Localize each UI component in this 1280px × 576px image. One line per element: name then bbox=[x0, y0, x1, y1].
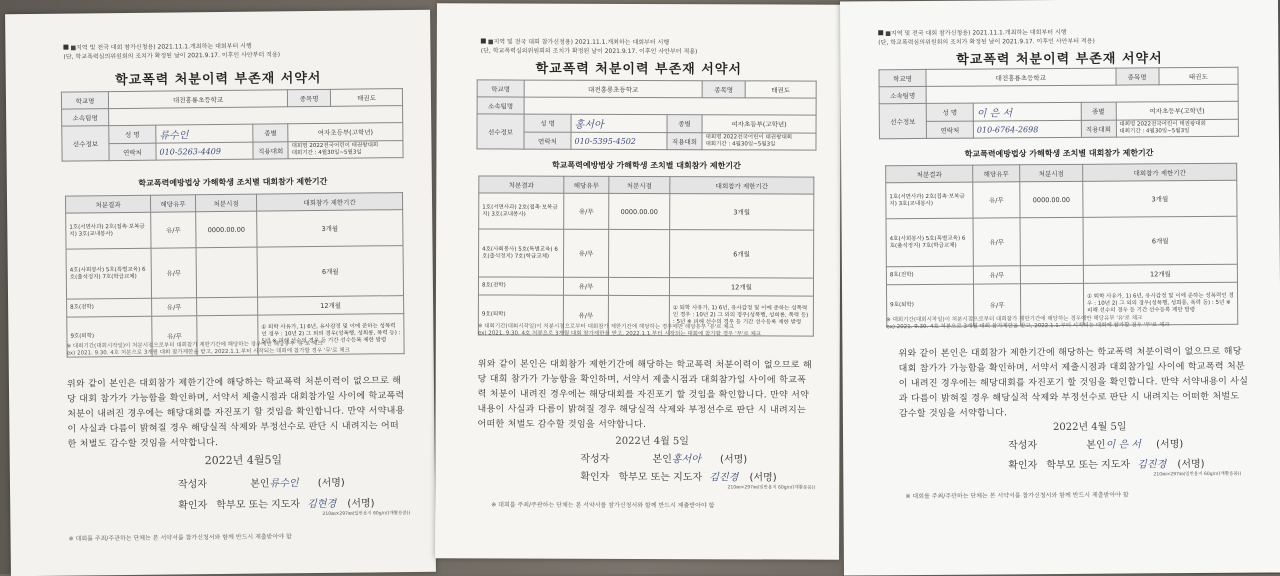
team-label: 소속팀명 bbox=[477, 97, 524, 114]
row-date-2 bbox=[1020, 217, 1083, 265]
row-result-1: 1호(서면사과) 2호(접촉·보복금지) 3호(교내봉사) bbox=[886, 182, 973, 219]
confirmer-line bbox=[1008, 455, 1204, 471]
document-title: 학교폭력 처분이력 부존재 서약서 bbox=[114, 70, 322, 89]
row-period-4: ① 퇴학 사유가, 1) 6년, 유사감정 및 이에 준하는 성폭력인 경우 : 10년 2) 그 외의 경우(성폭행, 성희롱, 폭력 등) : 5년 ※ 피해 선수의 경우 등 기간 선수등록 제한 발령 bbox=[1083, 282, 1237, 325]
principal-label: 본인 bbox=[1086, 439, 1106, 451]
principal-label: 본인 bbox=[250, 478, 270, 490]
category-value: 여자초등부(고학년) bbox=[702, 115, 816, 133]
footer-note: ※ 대회를 주최/주관하는 단체는 본 서약서를 참가신청서와 함께 반드시 제출받아야 함 bbox=[68, 533, 292, 543]
row-result-4: 9호(퇴학) bbox=[886, 284, 973, 327]
writer-line bbox=[580, 450, 747, 466]
restriction-table bbox=[885, 163, 1238, 327]
team-value bbox=[524, 97, 816, 115]
competition-name: 대회명 2022전국어린이 태권왕대회 bbox=[291, 142, 379, 150]
school-value: 대전홍룡초등학교 bbox=[524, 80, 702, 98]
team-label: 소속팀명 bbox=[62, 109, 109, 126]
table-note-line-1: ※ 대회기간(대회시작일)이 처분시점으로부터 대회참가 제한기간에 해당하는 경우에만 해당유무 '유'로 체크 bbox=[66, 340, 323, 350]
info-table bbox=[476, 79, 816, 150]
header-result: 처분결과 bbox=[886, 165, 973, 183]
event-value: 태권도 bbox=[331, 89, 403, 107]
competition-period: 대회기간 : 4월30일~5월3일 bbox=[291, 149, 362, 157]
table-note bbox=[67, 340, 407, 358]
writer-sign: (서명) bbox=[1156, 439, 1184, 451]
confirmer-label: 확인자 bbox=[178, 500, 208, 512]
paper-size: 210㎜×297㎜(일반용지 60g/㎡(재활용품)) bbox=[322, 511, 411, 517]
row-date-1: 0000.00.00 bbox=[1020, 181, 1083, 217]
athlete-name: 홍서아 bbox=[571, 114, 667, 132]
writer-label: 작성자 bbox=[580, 453, 610, 465]
restriction-table bbox=[478, 175, 815, 336]
name-label: 성 명 bbox=[109, 125, 156, 143]
school-label: 학교명 bbox=[61, 92, 108, 109]
written-date: 2022년 4월 5일 bbox=[615, 435, 689, 448]
header-applicable: 해당유무 bbox=[564, 176, 609, 193]
school-label: 학교명 bbox=[879, 69, 926, 86]
header-period: 대회참가 제한기간 bbox=[256, 193, 402, 212]
row-result-3: 8호(전학) bbox=[886, 266, 973, 285]
name-label: 성 명 bbox=[524, 114, 571, 132]
restriction-table-title: 학교폭력예방법상 가해학생 조치별 대회참가 제한기간 bbox=[964, 148, 1154, 159]
row-result-1: 1호(서면사과) 2호(접촉·보복금지) 3호(교내봉사) bbox=[66, 212, 151, 249]
competition-cell bbox=[288, 141, 403, 159]
writer-line bbox=[178, 474, 345, 491]
row-period-2: 6개월 bbox=[257, 246, 404, 298]
school-label: 학교명 bbox=[477, 80, 524, 97]
athlete-contact: 010-6764-2698 bbox=[973, 120, 1081, 138]
event-label: 종목명 bbox=[702, 81, 745, 98]
row-result-2: 4호(사회봉사) 5호(특별교육) 6호(출석정지) 7호(학급교체) bbox=[886, 218, 973, 267]
category-label: 종별 bbox=[667, 115, 702, 133]
info-table bbox=[61, 88, 404, 162]
confirmer-sign: (서명) bbox=[347, 498, 375, 510]
athlete-info-label: 선수정보 bbox=[62, 126, 109, 161]
name-label: 성 명 bbox=[926, 103, 973, 121]
team-label: 소속팀명 bbox=[879, 86, 926, 103]
document-title: 학교폭력 처분이력 부존재 서약서 bbox=[535, 61, 742, 78]
row-period-2: 6개월 bbox=[1083, 216, 1237, 265]
confirmer-role: 학부모 또는 지도자 bbox=[1046, 459, 1131, 472]
header-result: 처분결과 bbox=[479, 176, 564, 193]
table-note bbox=[478, 323, 814, 338]
pledge-sheet-2 bbox=[435, 3, 841, 559]
table-note bbox=[886, 315, 1238, 331]
row-date-3 bbox=[197, 297, 258, 316]
header-period: 대회참가 제한기간 bbox=[1083, 163, 1237, 181]
paper-size: 210㎜×297㎜(일반용지 60g/㎡(재활용품)) bbox=[1153, 471, 1242, 478]
header-applicable: 해당유무 bbox=[973, 165, 1020, 182]
paper-size: 210㎜×297㎜(일반용지 60g/㎡(재활용품)) bbox=[727, 485, 816, 491]
footer-note: ※ 대회를 주최/주관하는 단체는 본 서약서를 참가신청서와 함께 반드시 제출받아야 함 bbox=[491, 501, 715, 510]
row-check-3: 유/무 bbox=[973, 266, 1020, 284]
row-date-1: 0000.00.00 bbox=[196, 211, 257, 248]
row-check-2: 유/무 bbox=[151, 248, 197, 298]
confirmer-line bbox=[178, 494, 374, 511]
table-note-line-2: ex) 2021. 9.30. 4호 처분으로 3개월 대회 참가제한을 받고, 2022.1.1.부터 시작되는 대회에 참가할 경우 '무'로 체크 bbox=[886, 322, 1170, 331]
row-date-2 bbox=[609, 229, 670, 277]
contact-label: 연락처 bbox=[524, 132, 571, 149]
athlete-info-label: 선수정보 bbox=[879, 103, 926, 138]
school-value: 대전홍룡초등학교 bbox=[926, 68, 1116, 86]
row-period-2: 6개월 bbox=[670, 230, 814, 279]
restriction-table-title: 학교폭력예방법상 가해학생 조치별 대회참가 제한기간 bbox=[138, 176, 328, 188]
writer-name: 홍서아 bbox=[671, 454, 701, 466]
competition-period: 대회기간 : 4월30일~5월3일 bbox=[1119, 128, 1190, 135]
confirmer-line bbox=[580, 468, 776, 484]
athlete-info-label: 선수정보 bbox=[477, 114, 524, 149]
written-date: 2022년 4월 5일 bbox=[1052, 421, 1127, 434]
writer-name: 이 은 서 bbox=[1105, 439, 1141, 451]
category-label: 종별 bbox=[253, 124, 288, 142]
confirmer-label: 확인자 bbox=[580, 471, 610, 483]
header-note: ■지역 및 전국 대회 참가신청용) 2021.11.1.개최하는 대회부터 시행 bbox=[481, 37, 811, 47]
event-value: 태권도 bbox=[745, 81, 816, 98]
pledge-sheet-1 bbox=[5, 10, 436, 576]
row-check-4: 유/무 bbox=[563, 295, 608, 335]
row-date-3 bbox=[1020, 265, 1083, 283]
event-label: 종목명 bbox=[1115, 68, 1158, 85]
principal-label: 본인 bbox=[652, 454, 672, 466]
row-check-1: 유/무 bbox=[973, 182, 1020, 218]
row-period-3: 12개월 bbox=[258, 296, 404, 316]
writer-label: 작성자 bbox=[177, 479, 208, 491]
table-note-line-1: ※ 대회기간(대회시작일)이 처분시점으로부터 대회참가 제한기간에 해당하는 경우에만 해당유무 '유'로 체크 bbox=[477, 323, 734, 331]
confirmer-sign: (서명) bbox=[1177, 459, 1205, 471]
row-period-4: ① 퇴학 사유가, 1) 6년, 유사감정 및 이에 준하는 성폭력인 경우 : 10년 2) 그 외의 경우(성폭행, 성희롱, 폭력 등) : 5년 ※ 피해 선수의 경우 등 기간 선수등록 제한 발령 bbox=[669, 296, 813, 337]
confirmer-role: 학부모 또는 지도자 bbox=[216, 499, 301, 512]
confirmer-name: 김진경 bbox=[709, 472, 739, 484]
pledge-sheet-3 bbox=[840, 0, 1280, 576]
pledge-text: 위와 같이 본인은 대회참가 제한기간에 해당하는 학교폭력 처분이력이 없으므로 해당 대회 참가가 가능함을 확인하며, 서약서 제출시점과 대회참가일 사이에 학교폭력 처분이 내려진 경우에는 해당대회를 자진포기 할 것임을 확인합니다. 만약 서약내용이 사실과 다름이 밝혀질 경우 해당실적 삭제와 부정선수로 판단 시 내려지는 어떠한 처벌도 감수할 것임을 서약합니다. bbox=[66, 376, 405, 450]
row-period-1: 3개월 bbox=[670, 194, 814, 231]
row-date-1: 0000.00.00 bbox=[609, 193, 670, 229]
athlete-name: 류수인 bbox=[156, 124, 253, 143]
competition-cell bbox=[1116, 119, 1239, 137]
table-note-line-1: ※ 대회기간(대회시작일)이 처분시점으로부터 대회참가 제한기간에 해당하는 경우에만 해당유무 '유'로 체크 bbox=[886, 315, 1143, 324]
row-period-1: 3개월 bbox=[1083, 180, 1237, 217]
team-value bbox=[926, 84, 1238, 103]
row-check-1: 유/무 bbox=[564, 193, 609, 229]
writer-line bbox=[1008, 435, 1183, 451]
category-value: 여자초등부(고학년) bbox=[1116, 101, 1239, 120]
competition-label: 직용대회 bbox=[1081, 120, 1116, 137]
row-check-4: 유/무 bbox=[973, 284, 1020, 326]
writer-name: 류수인 bbox=[269, 478, 299, 490]
header-date: 처분시점 bbox=[195, 194, 256, 212]
row-period-1: 3개월 bbox=[257, 210, 403, 248]
row-period-3: 12개월 bbox=[1083, 264, 1237, 283]
competition-label: 직용대회 bbox=[667, 133, 702, 150]
category-value: 여자초등부(고학년) bbox=[288, 123, 403, 142]
confirmer-name: 김진경 bbox=[1137, 459, 1167, 471]
row-check-3: 유/무 bbox=[563, 277, 608, 295]
competition-cell bbox=[702, 133, 816, 150]
row-date-3 bbox=[608, 277, 669, 295]
header-note-2: (단, 학교폭력심의위원회의 조치가 확정된 날이 2021.9.17. 이후인 사안부터 적용) bbox=[63, 51, 281, 61]
written-date: 2022년 4월5일 bbox=[204, 453, 283, 468]
school-value: 대전홍룡초등학교 bbox=[108, 90, 287, 109]
athlete-contact: 010-5263-4409 bbox=[156, 142, 253, 160]
row-result-3: 8호(전학) bbox=[67, 298, 152, 317]
competition-name: 대회명 2022전국어린이 태권왕대회 bbox=[705, 134, 793, 141]
row-check-4: 유/무 bbox=[152, 316, 197, 356]
document-title: 학교폭력 처분이력 부존재 서약서 bbox=[956, 51, 1163, 68]
confirmer-label: 확인자 bbox=[1008, 460, 1038, 472]
competition-period: 대회기간 : 4월30일~5월3일 bbox=[705, 141, 776, 148]
row-check-3: 유/무 bbox=[152, 298, 197, 316]
header-note-2: (단, 학교폭력심의위원회의 조치가 확정된 날이 2021.9.17. 이후인 사안부터 적용) bbox=[878, 37, 1095, 47]
athlete-contact: 010-5395-4502 bbox=[571, 132, 667, 149]
header-result: 처분결과 bbox=[65, 195, 150, 213]
footer-note: ※ 대회를 주최/주관하는 단체는 본 서약서를 참가신청서와 함께 반드시 제출받아야 함 bbox=[905, 491, 1129, 501]
header-note-2: (단, 학교폭력심의위원회의 조치가 확정된 날이 2021.9.17. 이후인 사안부터 적용) bbox=[480, 47, 698, 56]
writer-label: 작성자 bbox=[1008, 440, 1038, 452]
row-result-3: 8호(전학) bbox=[478, 277, 563, 295]
row-result-4: 9호(퇴학) bbox=[67, 316, 152, 357]
restriction-table bbox=[65, 192, 405, 358]
row-check-2: 유/무 bbox=[564, 229, 609, 277]
header-note: ■지역 및 전국 대회 참가신청용) 2021.11.1.개최하는 대회부터 시행 bbox=[63, 40, 403, 53]
row-result-1: 1호(서면사과) 2호(접촉·보복금지) 3호(교내봉사) bbox=[479, 193, 564, 229]
row-result-4: 9호(퇴학) bbox=[478, 295, 563, 335]
contact-label: 연락처 bbox=[109, 143, 156, 160]
table-note-line-2: ex) 2021. 9.30. 4호 처분으로 3개월 대회 참가제한을 받고, 2022.1.1.부터 시작되는 대회에 참가할 경우 '무'로 체크 bbox=[477, 330, 762, 338]
header-date: 처분시점 bbox=[609, 176, 670, 193]
row-result-2: 4호(사회봉사) 5호(특별교육) 6호(출석정지) 7호(학급교체) bbox=[479, 229, 564, 277]
writer-sign: (서명) bbox=[720, 454, 748, 466]
contact-label: 연락처 bbox=[926, 121, 973, 138]
event-label: 종목명 bbox=[288, 89, 331, 106]
confirmer-name: 김현경 bbox=[307, 498, 337, 511]
writer-sign: (서명) bbox=[317, 477, 345, 489]
pledge-text: 위와 같이 본인은 대회참가 제한기간에 해당하는 학교폭력 처분이력이 없으므로 해당 대회 참가가 가능함을 확인하며, 서약서 제출시점과 대회참가일 사이에 학교폭력 처분이 내려진 경우에는 해당대회를 자진포기 할 것임을 확인합니다. 만약 서약내용이 사실과 다름이 밝혀질 경우 해당실적 삭제와 부정선수로 판단 시 내려지는 어떠한 처벌도 감수할 것임을 서약합니다. bbox=[898, 346, 1249, 420]
row-period-3: 12개월 bbox=[669, 278, 813, 297]
event-value: 태권도 bbox=[1158, 67, 1238, 85]
competition-label: 직용대회 bbox=[253, 142, 288, 159]
row-date-2 bbox=[196, 247, 258, 298]
competition-name: 대회명 2022전국어린이 태권왕대회 bbox=[1119, 120, 1206, 128]
row-period-4: ① 퇴학 사유가, 1) 6년, 유사감정 및 이에 준하는 성폭력인 경우 : 10년 2) 그 외의 경우(성폭행, 성희롱, 폭력 등) : 5년 ※ 피해 선수의 경우 등 기간 선수등록 제한 발령 bbox=[258, 314, 404, 356]
athlete-name: 이 은 서 bbox=[973, 102, 1081, 121]
info-table bbox=[878, 67, 1238, 140]
header-date: 처분시점 bbox=[1020, 164, 1083, 181]
header-applicable: 해당유무 bbox=[150, 195, 195, 212]
row-check-2: 유/무 bbox=[973, 218, 1020, 266]
pledge-text: 위와 같이 본인은 대회참가 제한기간에 해당하는 학교폭력 처분이력이 없으므로 해당 대회 참가가 가능함을 확인하며, 서약서 제출시점과 대회참가일 사이에 학교폭력 처분이 내려진 경우에는 해당대회를 자진포기 할 것임을 확인합니다. 만약 서약내용이 사실과 다름이 밝혀질 경우 해당실적 삭제와 부정선수로 판단 시 내려지는 어떠한 처벌도 감수할 것임을 서약합니다. bbox=[477, 359, 812, 431]
confirmer-sign: (서명) bbox=[749, 472, 777, 484]
header-note: ■지역 및 전국 대회 참가신청용) 2021.11.1.개최하는 대회부터 시행 bbox=[878, 27, 1218, 38]
table-note-line-2: ex) 2021. 9.30. 4호 처분으로 3개월 대회 참가제한을 받고, 2022.1.1.부터 시작되는 대회에 참가할 경우 '무'로 체크 bbox=[66, 347, 350, 357]
row-check-1: 유/무 bbox=[151, 212, 196, 248]
confirmer-role: 학부모 또는 지도자 bbox=[618, 471, 703, 484]
row-result-2: 4호(사회봉사) 5호(특별교육) 6호(출석정지) 7호(학급교체) bbox=[66, 248, 152, 299]
category-label: 종별 bbox=[1081, 102, 1116, 120]
restriction-table-title: 학교폭력예방법상 가해학생 조치별 대회참가 제한기간 bbox=[551, 160, 741, 171]
header-period: 대회참가 제한기간 bbox=[670, 177, 814, 195]
